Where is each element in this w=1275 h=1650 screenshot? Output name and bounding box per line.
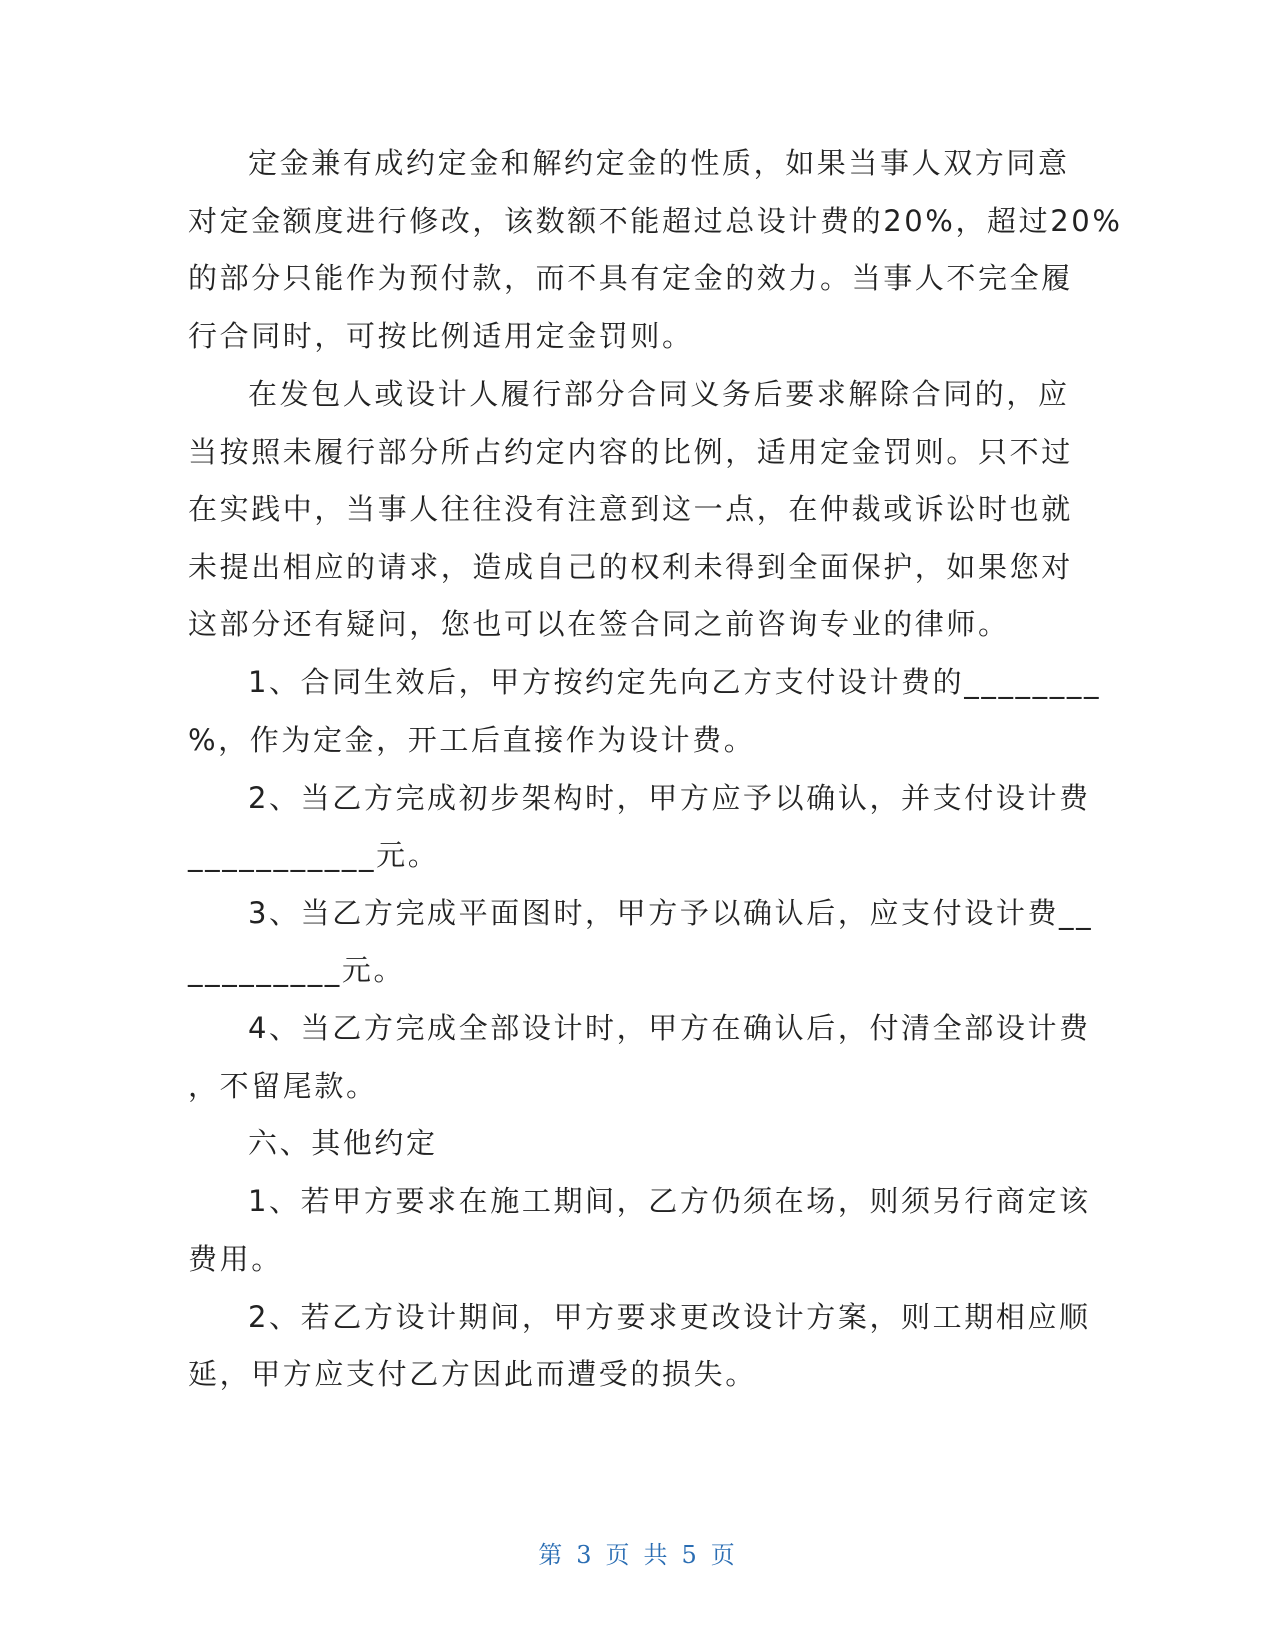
total-pages-number: 5 [681,1541,699,1569]
list-item-line: %，作为定金，开工后直接作为设计费。 [188,723,756,757]
list-item-line: 1、合同生效后，甲方按约定先向乙方支付设计费的________ [248,665,1102,699]
paragraph-line: 当按照未履行部分所占约定内容的比例，适用定金罚则。只不过 [188,435,1073,469]
footer-label: 页 [710,1541,737,1569]
list-item-line: 2、若乙方设计期间，甲方要求更改设计方案，则工期相应顺 [248,1300,1091,1334]
current-page-number: 3 [576,1541,594,1569]
list-item-line: _________元。 [188,953,406,987]
paragraph-line: 行合同时，可按比例适用定金罚则。 [188,319,694,353]
list-item-line: 4、当乙方完成全部设计时，甲方在确认后，付清全部设计费 [248,1011,1091,1045]
footer-label: 页 [605,1541,632,1569]
paragraph-line: 未提出相应的请求，造成自己的权利未得到全面保护，如果您对 [188,550,1073,584]
footer-label: 共 [643,1541,670,1569]
section-heading: 六、其他约定 [248,1126,438,1160]
list-item-line: 3、当乙方完成平面图时，甲方予以确认后，应支付设计费__ [248,896,1094,930]
paragraph-line: 对定金额度进行修改，该数额不能超过总设计费的20%，超过20% [188,204,1123,238]
page-number-footer [0,1535,1275,1570]
paragraph-line: 的部分只能作为预付款，而不具有定金的效力。当事人不完全履 [188,261,1073,295]
paragraph-line: 在实践中，当事人往往没有注意到这一点，在仲裁或诉讼时也就 [188,492,1073,526]
list-item-line: 费用。 [188,1242,283,1276]
list-item-line: 2、当乙方完成初步架构时，甲方应予以确认，并支付设计费 [248,781,1091,815]
list-item-line: ___________元。 [188,838,440,872]
paragraph-line: 定金兼有成约定金和解约定金的性质，如果当事人双方同意 [248,146,1070,180]
list-item-line: 1、若甲方要求在施工期间，乙方仍须在场，则须另行商定该 [248,1184,1091,1218]
list-item-line: 延，甲方应支付乙方因此而遭受的损失。 [188,1357,757,1391]
paragraph-line: 这部分还有疑问，您也可以在签合同之前咨询专业的律师。 [188,607,1010,641]
footer-label: 第 [538,1541,565,1569]
list-item-line: ，不留尾款。 [188,1069,378,1103]
paragraph-line: 在发包人或设计人履行部分合同义务后要求解除合同的，应 [248,377,1070,411]
